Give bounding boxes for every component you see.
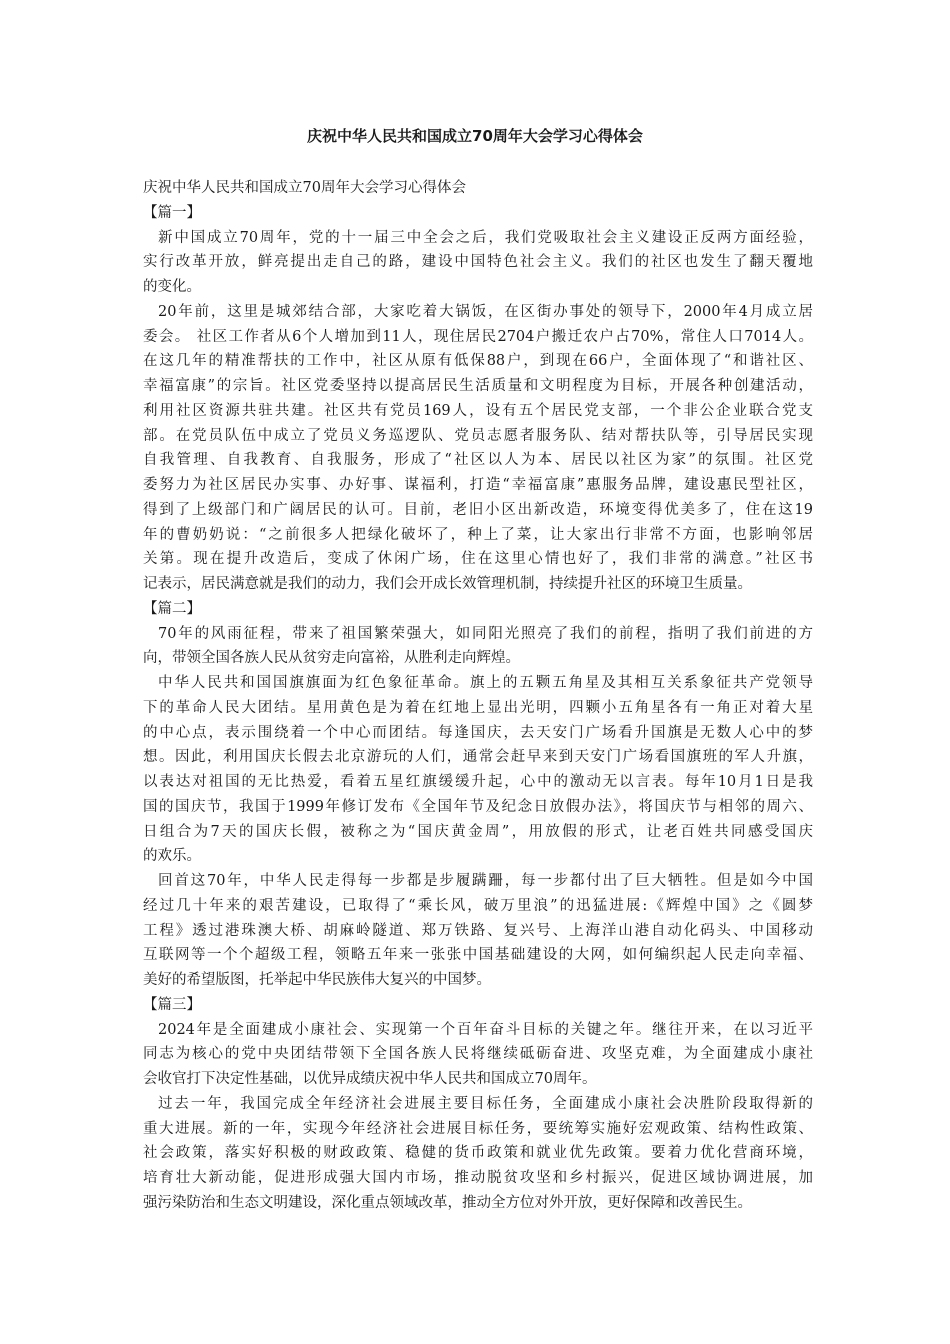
text-line: 利用社区资源共驻共建。社区共有党员169人，设有五个居民党支部，一个非公企业联合党支: [143, 402, 813, 419]
paragraph: [143, 226, 813, 300]
text-line: 过去一年，我国完成全年经济社会进展主要目标任务，全面建成小康社会决胜阶段取得新的: [158, 1095, 813, 1112]
text-line: 得到了上级部门和广阔居民的认可。目前，老旧小区出新改造，环境变得优美多了，住在这19: [143, 501, 813, 518]
document-subtitle: 庆祝中华人民共和国成立70周年大会学习心得体会: [143, 180, 466, 196]
text-line: 日组合为7天的国庆长假，被称之为“国庆黄金周”，用放假的形式，让老百姓共同感受国庆: [143, 823, 813, 840]
text-line: 强污染防治和生态文明建设，深化重点领域改革，推动全方位对外开放，更好保障和改善民生。: [143, 1194, 752, 1211]
text-line: 委会。 社区工作者从6个人增加到11人，现住居民2704户搬迁农户占70%，常住人口7014人。: [143, 328, 813, 345]
text-line: 想。因此，利用国庆长假去北京游玩的人们，通常会赶早来到天安门广场看国旗班的军人升旗，: [143, 749, 813, 766]
text-line: 70年的风雨征程，带来了祖国繁荣强大，如同阳光照亮了我们的前程，指明了我们前进的方: [158, 625, 813, 642]
text-line: 20年前，这里是城郊结合部，大家吃着大锅饭，在区街办事处的领导下，2000年4月成立居: [158, 303, 813, 320]
section-heading: 【篇一】: [143, 204, 201, 221]
text-line: 会收官打下决定性基础，以优异成绩庆祝中华人民共和国成立70周年。: [143, 1071, 597, 1087]
text-line: 同志为核心的党中央团结带领下全国各族人民将继续砥砺奋进、攻坚克难，为全面建成小康社: [143, 1046, 813, 1063]
page-title: 庆祝中华人民共和国成立70周年大会学习心得体会: [307, 127, 643, 145]
text-line: 回首这70年，中华人民走得每一步都是步履蹒跚，每一步都付出了巨大牺牲。但是如今中国: [158, 873, 813, 889]
text-line: 幸福富康”的宗旨。社区党委坚持以提高居民生活质量和文明程度为目标，开展各种创建活动，: [143, 378, 813, 394]
text-line: 的欢乐。: [143, 848, 201, 865]
text-line: 经过几十年来的艰苦建设，已取得了“乘长风，破万里浪”的迅猛进展:《辉煌中国》之《圆梦: [143, 897, 813, 914]
text-line: 社会政策，落实好积极的财政政策、稳健的货币政策和就业优先政策。要着力优化营商环境，: [143, 1145, 813, 1162]
paragraph: [143, 869, 813, 993]
text-line: 中华人民共和国国旗旗面为红色象征革命。旗上的五颗五角星及其相互关系象征共产党领导: [158, 675, 813, 691]
section-heading: 【篇三】: [143, 996, 201, 1013]
text-line: 部。在党员队伍中成立了党员义务巡逻队、党员志愿者服务队、结对帮扶队等，引导居民实现: [143, 427, 813, 444]
document-body: [143, 176, 813, 1216]
text-line: 工程》透过港珠澳大桥、胡麻岭隧道、郑万铁路、复兴号、上海洋山港自动化码头、中国移动: [143, 922, 813, 939]
text-line: 新中国成立70周年，党的十一届三中全会之后，我们党吸取社会主义建设正反两方面经验，: [158, 229, 813, 246]
text-line: 国的国庆节，我国于1999年修订发布《全国年节及纪念日放假办法》，将国庆节与相邻的周六、: [143, 798, 813, 815]
text-line: 记表示，居民满意就是我们的动力，我们会开成长效管理机制，持续提升社区的环境卫生质量。: [143, 576, 752, 592]
text-line: 重大进展。新的一年，实现今年经济社会进展目标任务，要统筹实施好宏观政策、结构性政策、: [143, 1120, 813, 1137]
text-line: 年的曹奶奶说：“之前很多人把绿化破坏了，种上了菜，让大家出行非常不方面，也影响邻居: [143, 526, 813, 543]
text-line: 的变化。: [143, 279, 201, 295]
text-line: 在这几年的精准帮扶的工作中，社区从原有低保88户，到现在66户，全面体现了“和谐社区、: [143, 353, 813, 370]
text-line: 以表达对祖国的无比热爱，看着五星红旗缓缓升起，心中的激动无以言表。每年10月1日是我: [143, 774, 813, 790]
text-line: 培育壮大新动能，促进形成强大国内市场，推动脱贫攻坚和乡村振兴，促进区域协调进展，加: [143, 1170, 813, 1186]
text-line: 美好的希望版图，托举起中华民族伟大复兴的中国梦。: [143, 972, 491, 988]
paragraph: [143, 622, 813, 672]
text-line: 关第。现在提升改造后，变成了休闲广场，住在这里心情也好了，我们非常的满意。”社区书: [143, 551, 813, 568]
text-line: 下的革命人民大团结。星用黄色是为着在红地上显出光明，四颗小五角星各有一角正对着大星: [143, 699, 813, 716]
paragraph: [143, 300, 813, 597]
text-line: 自我管理、自我教育、自我服务，形成了“社区以人为本、居民以社区为家”的氛围。社区党: [143, 452, 813, 469]
text-line: 实行改革开放，鲜亮提出走自己的路，建设中国特色社会主义。我们的社区也发生了翻天覆地: [143, 254, 813, 271]
paragraph: [143, 671, 813, 869]
paragraph: [143, 1092, 813, 1216]
text-line: 互联网等一个个超级工程，领略五年来一张张中国基础建设的大网，如何编织起人民走向幸福、: [143, 947, 813, 964]
paragraph: [143, 1018, 813, 1092]
text-line: 委努力为社区居民办实事、办好事、谋福利，打造“幸福富康”惠服务品牌，建设惠民型社区，: [143, 477, 813, 493]
text-line: 的中心点，表示围绕着一个中心而团结。每逢国庆，去天安门广场看升国旗是无数人心中的梦: [143, 724, 813, 741]
section-heading: 【篇二】: [143, 600, 201, 617]
text-line: 2024年是全面建成小康社会、实现第一个百年奋斗目标的关键之年。继往开来，在以习近平: [158, 1021, 813, 1038]
text-line: 向，带领全国各族人民从贫穷走向富裕，从胜利走向辉煌。: [143, 650, 520, 667]
